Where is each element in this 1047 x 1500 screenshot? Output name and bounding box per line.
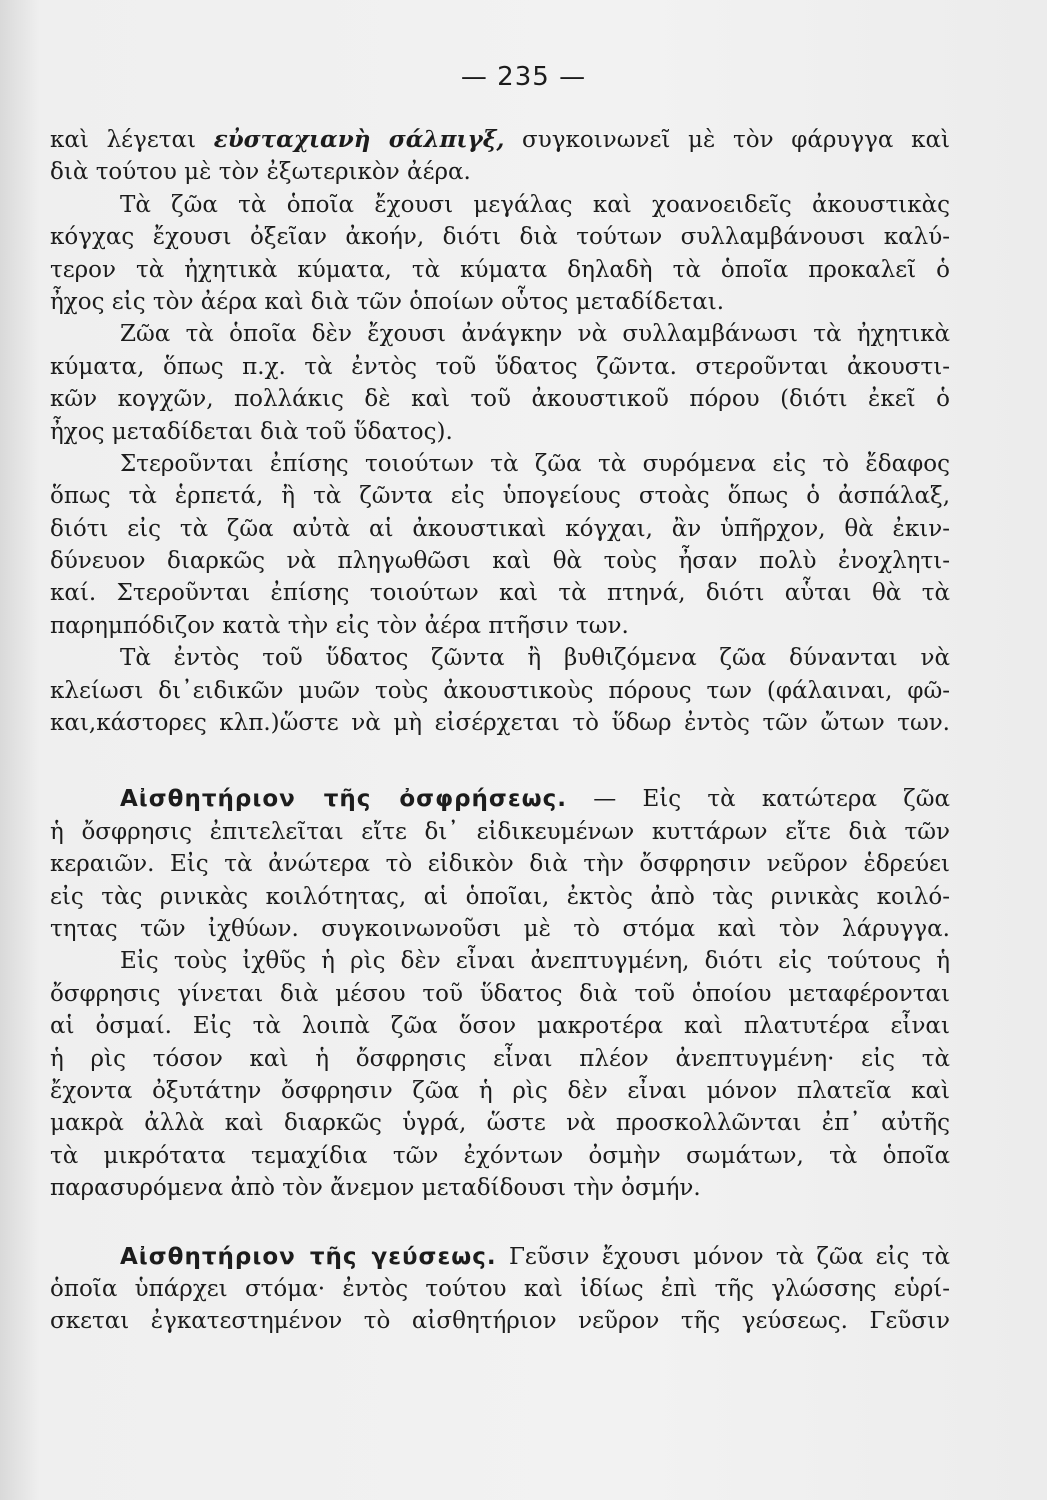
text-line: Στεροῦνται ἐπίσης τοιούτων τὰ ζῶα τὰ συρόμενα εἰς τὸ ἔδαφος	[120, 450, 950, 477]
text-line	[50, 124, 950, 156]
text-line: παρασυρόμενα ἀπὸ τὸν ἄνεμον μεταδίδουσι τὴν ὀσμήν.	[50, 1175, 701, 1202]
section-gap	[50, 1205, 950, 1241]
text-line: κλείωσι δι᾿ειδικῶν μυῶν τοὺς ἀκουστικοὺς πόρους των (φάλαιναι, φῶ-	[50, 677, 950, 704]
text-line: τητας τῶν ἰχθύων. συγκοινωνοῦσι μὲ τὸ στόμα καὶ τὸν λάρυγγα.	[50, 915, 950, 942]
text-line: κύματα, ὅπως π.χ. τὰ ἐντὸς τοῦ ὕδατος ζῶντα. στεροῦνται ἀκουστι-	[50, 353, 950, 380]
term-eustachian-tube: εὐσταχιανὴ σάλπιγξ,	[213, 126, 505, 153]
text-line: εἰς τὰς ρινικὰς κοιλότητας, αἱ ὁποῖαι, ἐκτὸς ἀπὸ τὰς ρινικὰς κοιλό-	[50, 883, 950, 910]
text-line: δύνευον διαρκῶς νὰ πληγωθῶσι καὶ θὰ τοὺς ἦσαν πολὺ ἐνοχλητι-	[50, 548, 950, 575]
text-line	[50, 783, 950, 815]
text-line: ἡ ρὶς τόσον καὶ ἡ ὄσφρησις εἶναι πλέον ἀνεπτυγμένη· εἰς τὰ	[50, 1045, 950, 1072]
line-rest: συγκοινωνεῖ μὲ τὸν φάρυγγα καὶ	[504, 127, 951, 153]
section-heading-taste: Αἰσθητήριον τῆς γεύσεως.	[120, 1243, 497, 1270]
text-line: παρημπόδιζον κατὰ τὴν εἰς τὸν ἀέρα πτῆσιν των.	[50, 612, 629, 639]
body-text	[50, 124, 950, 1338]
text-line: κόγχας ἔχουσι ὀξεῖαν ἀκοήν, διότι διὰ τούτων συλλαμβάνουσι καλύ-	[50, 224, 950, 251]
text-line: ἦχος εἰς τὸν ἀέρα καὶ διὰ τῶν ὁποίων οὗτος μεταδίδεται.	[50, 288, 725, 315]
text-line: ἔχοντα ὀξυτάτην ὄσφρησιν ζῶα ἡ ρὶς δὲν εἶναι μόνον πλατεῖα καὶ	[50, 1077, 950, 1104]
text-line: διὰ τούτου μὲ τὸν ἐξωτερικὸν ἀέρα.	[50, 159, 471, 186]
line-prefix: καὶ λέγεται	[50, 127, 214, 153]
text-line: ὄσφρησις γίνεται διὰ μέσου τοῦ ὕδατος διὰ τοῦ ὁποίου μεταφέρονται	[50, 980, 950, 1007]
text-line: Τὰ ἐντὸς τοῦ ὕδατος ζῶντα ἢ βυθιζόμενα ζῶα δύνανται νὰ	[120, 645, 950, 672]
text-line: ἡ ὄσφρησις ἐπιτελεῖται εἴτε δι᾿ εἰδικευμένων κυττάρων εἴτε διὰ τῶν	[50, 818, 950, 845]
text-line: ὅπως τὰ ἑρπετά, ἢ τὰ ζῶντα εἰς ὑπογείους στοὰς ὅπως ὁ ἀσπάλαξ,	[50, 483, 950, 510]
text-line: τερον τὰ ἠχητικὰ κύματα, τὰ κύματα δηλαδὴ τὰ ὁποῖα προκαλεῖ ὁ	[50, 256, 950, 283]
text-line: μακρὰ ἀλλὰ καὶ διαρκῶς ὑγρά, ὥστε νὰ προσκολλῶνται ἐπ᾿ αὐτῆς	[50, 1110, 950, 1137]
section-gap	[50, 739, 950, 783]
text-line: κεραιῶν. Εἰς τὰ ἀνώτερα τὸ εἰδικὸν διὰ τὴν ὄσφρησιν νεῦρον ἑδρεύει	[50, 851, 950, 878]
text-line: Τὰ ζῶα τὰ ὁποῖα ἔχουσι μεγάλας καὶ χοανοειδεῖς ἀκουστικὰς	[120, 191, 950, 218]
text-line: ὁποῖα ὑπάρχει στόμα· ἐντὸς τούτου καὶ ἰδίως ἐπὶ τῆς γλώσσης εὑρί-	[50, 1275, 950, 1302]
text-line: τὰ μικρότατα τεμαχίδια τῶν ἐχόντων ὀσμὴν σωμάτων, τὰ ὁποῖα	[50, 1142, 950, 1169]
text-line: κῶν κογχῶν, πολλάκις δὲ καὶ τοῦ ἀκουστικοῦ πόρου (διότι ἐκεῖ ὁ	[50, 386, 950, 413]
text-line: αἱ ὀσμαί. Εἰς τὰ λοιπὰ ζῶα ὅσον μακροτέρα καὶ πλατυτέρα εἶναι	[50, 1013, 950, 1040]
text-line: ἦχος μεταδίδεται διὰ τοῦ ὕδατος).	[50, 418, 453, 445]
text-line: διότι εἰς τὰ ζῶα αὐτὰ αἱ ἀκουστικαὶ κόγχαι, ἂν ὑπῆρχον, θὰ ἐκιν-	[50, 515, 950, 542]
text-line: καί. Στεροῦνται ἐπίσης τοιούτων καὶ τὰ πτηνά, διότι αὗται θὰ τὰ	[50, 580, 950, 607]
text-line: σκεται ἐγκατεστημένον τὸ αἰσθητήριον νεῦρον τῆς γεύσεως. Γεῦσιν	[50, 1308, 950, 1335]
text-line: Εἰς τοὺς ἰχθῦς ἡ ρὶς δὲν εἶναι ἀνεπτυγμένη, διότι εἰς τούτους ἡ	[120, 948, 950, 975]
text-line: και,κάστορες κλπ.)ὥστε νὰ μὴ εἰσέρχεται τὸ ὕδωρ ἐντὸς τῶν ὤτων των.	[50, 710, 950, 737]
text-line	[50, 1241, 950, 1273]
text-line: Ζῶα τὰ ὁποῖα δὲν ἔχουσι ἀνάγκην νὰ συλλαμβάνωσι τὰ ἠχητικὰ	[120, 321, 950, 348]
line-rest: — Εἰς τὰ κατώτερα ζῶα	[566, 786, 950, 813]
line-rest: Γεῦσιν ἔχουσι μόνον τὰ ζῶα εἰς τὰ	[496, 1243, 951, 1270]
section-heading-smell: Αἰσθητήριον τῆς ὀσφρήσεως.	[120, 786, 567, 813]
page-number: — 235 —	[460, 62, 587, 92]
